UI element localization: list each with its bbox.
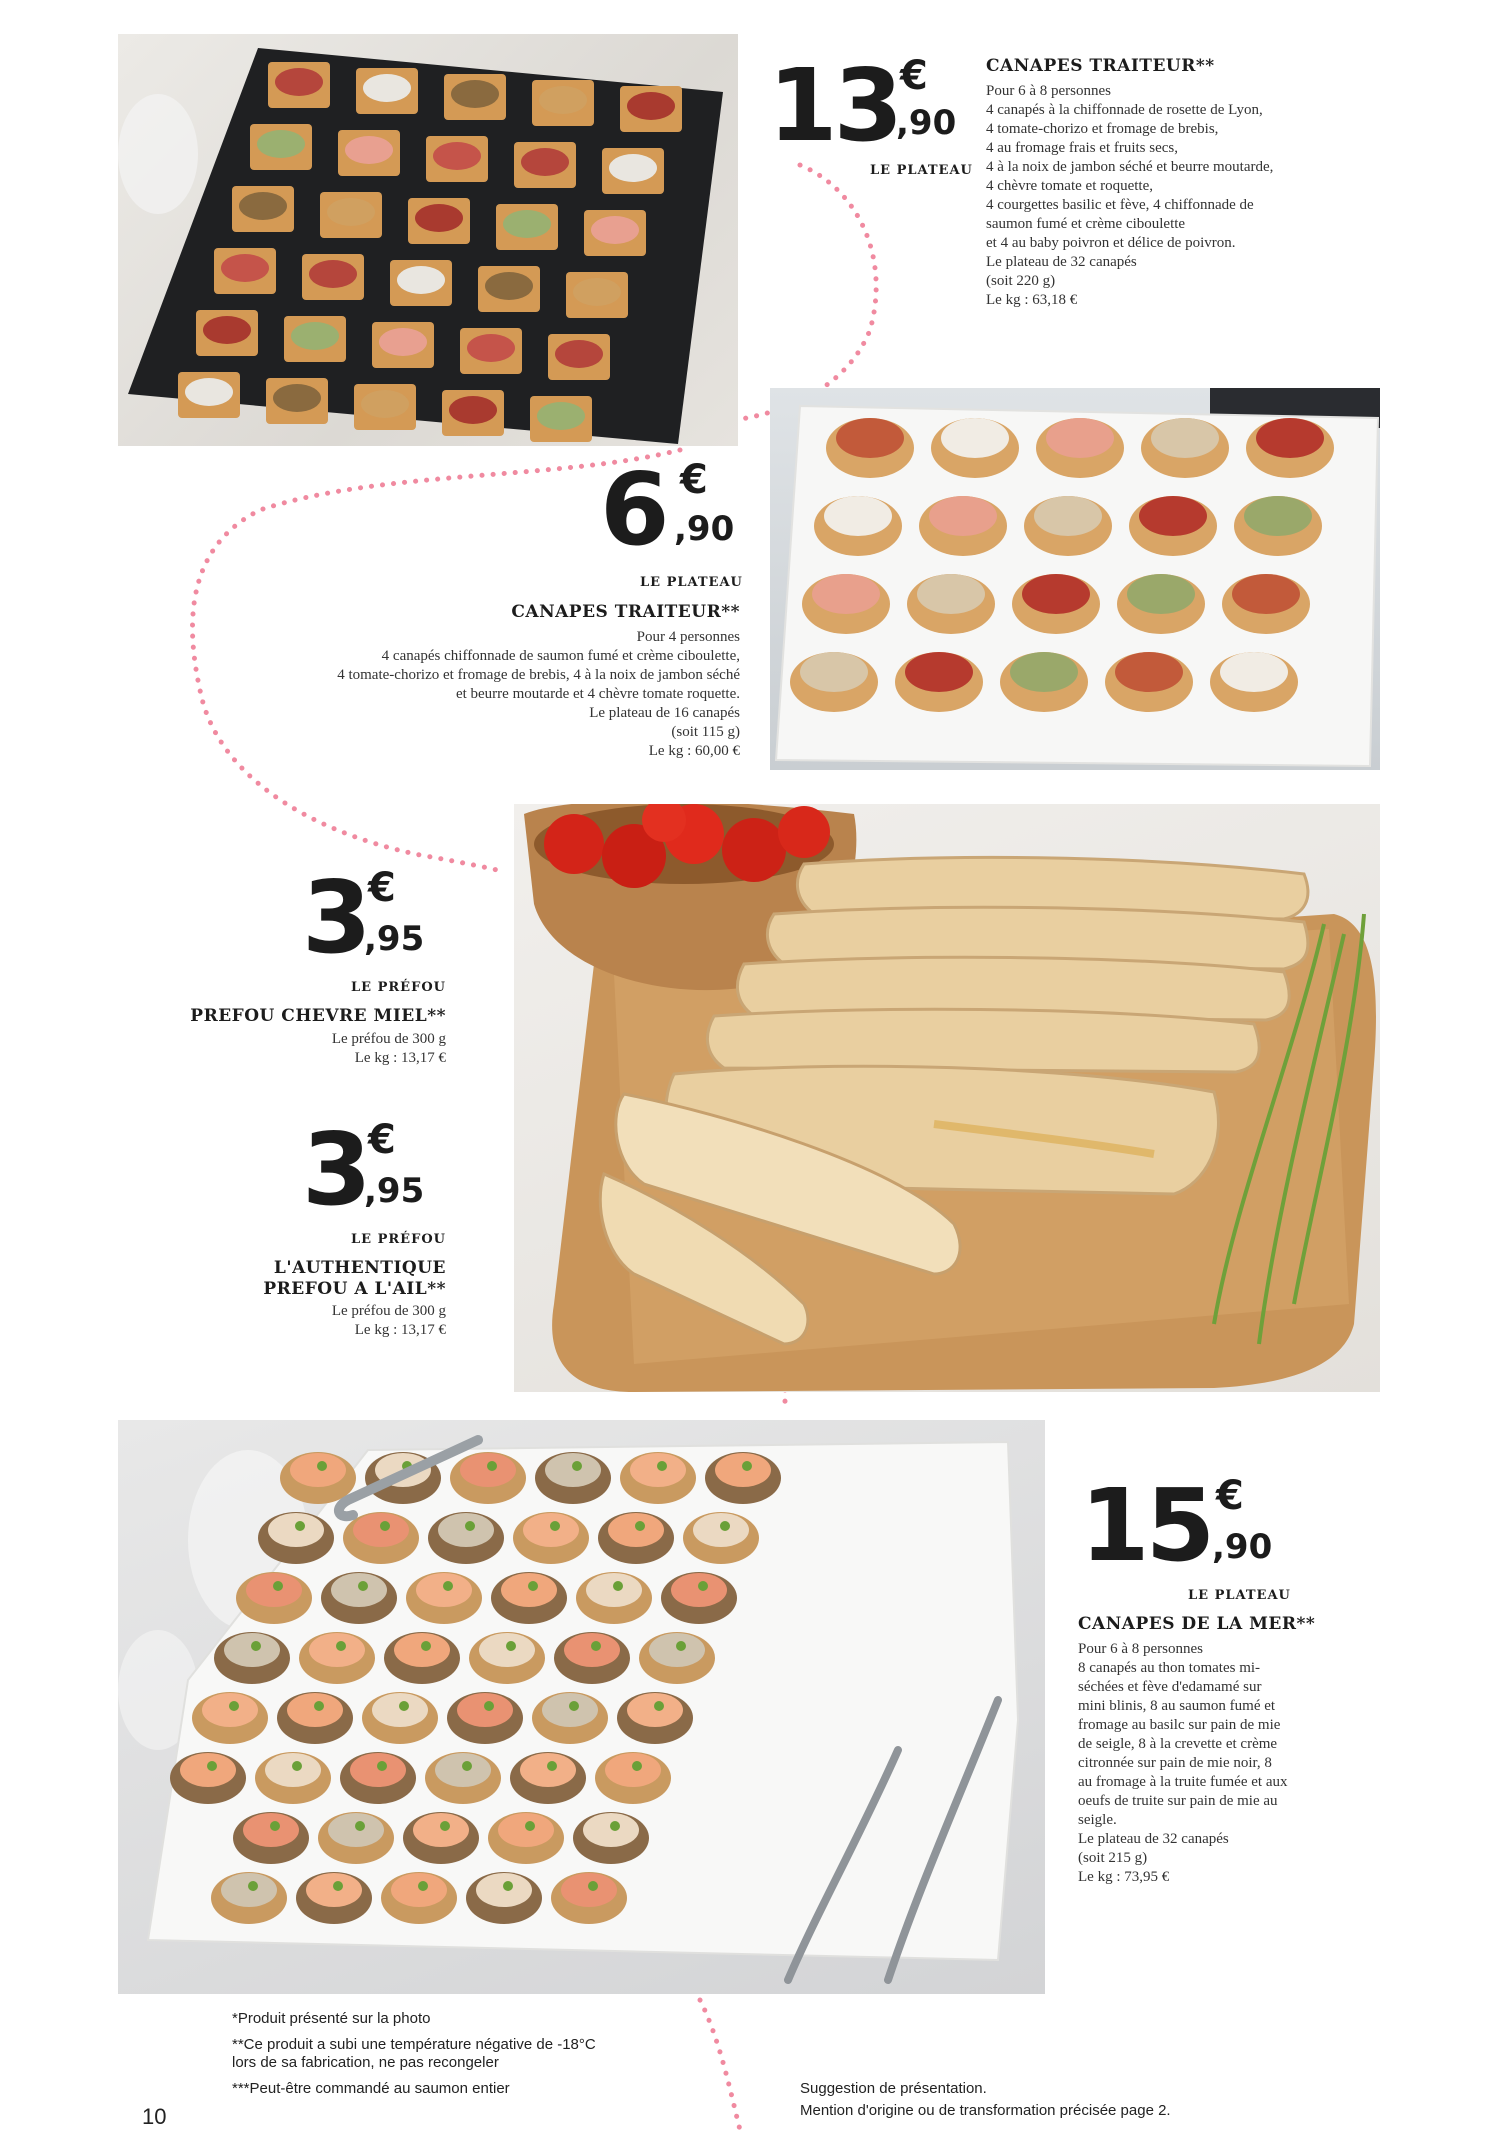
product-title: CANAPES TRAITEUR** [986,56,1215,76]
price-prefou-chevre [302,859,452,976]
price-integer: 3 [302,1111,368,1228]
euro-symbol: € [368,865,396,911]
product-description: Pour 6 à 8 personnes 8 canapés au thon tomates mi- séchées et fève d'edamamé sur mini blinis, 8 au saumon fumé et fromage au basilc sur pain de mie de seigle, 8 à la crevette et crème citronnée sur pain de mie noir, 8 au fromage à la truite fumée et aux oeufs de truite sur pain de mie au seigle. Le plateau de 32 canapés (soit 215 g) Le kg : 73,95 € [1078,1641,1288,1885]
price-unit: LE PLATEAU [1188,1588,1291,1603]
product-title: PREFOU CHEVRE MIEL** [190,1006,446,1026]
price-unit: LE PLATEAU [640,575,743,590]
price-cents: ,90 [1212,1527,1273,1567]
product-title: CANAPES TRAITEUR** [511,602,740,622]
price-canapes-mer [1080,1467,1300,1584]
prefou-bread-photo [514,804,1380,1392]
footnote-salmon: ***Peut-être commandé au saumon entier [232,2080,510,2097]
price-integer: 3 [302,859,368,976]
euro-symbol: € [1216,1473,1244,1519]
canapes-plate-photo [770,388,1380,770]
price-unit: LE PRÉFOU [351,980,446,995]
product-description: Le préfou de 300 g Le kg : 13,17 € [331,1031,446,1066]
euro-symbol: € [368,1117,396,1163]
canapes-mer-photo [118,1420,1045,1994]
price-canapes-traiteur-16 [600,451,750,568]
price-unit: LE PRÉFOU [351,1232,446,1247]
product-description: Le préfou de 300 g Le kg : 13,17 € [331,1303,446,1338]
euro-symbol: € [900,53,928,99]
price-cents: ,90 [896,103,957,143]
price-integer: 15 [1080,1467,1212,1584]
price-integer: 13 [768,47,900,164]
footnote-photo: *Produit présenté sur la photo [232,2010,431,2027]
canapes-slate-photo [118,34,738,446]
price-prefou-ail [302,1111,452,1228]
presentation-note: Suggestion de présentation. Mention d'origine ou de transformation précisée page 2. [800,2080,1171,2119]
price-cents: ,95 [364,1171,425,1211]
product-description: Pour 6 à 8 personnes 4 canapés à la chiffonnade de rosette de Lyon, 4 tomate-chorizo et fromage de brebis, 4 au fromage frais et fruits secs, 4 à la noix de jambon séché et beurre moutarde, 4 chèvre tomate et roquette, 4 courgettes basilic et fève, 4 chiffonnade de saumon fumé et crème ciboulette et 4 au baby poivron et délice de poivron. Le plateau de 32 canapés (soit 220 g) Le kg : 63,18 € [986,83,1274,308]
price-canapes-traiteur-32 [768,47,978,164]
page-number: 10 [142,2104,167,2129]
euro-symbol: € [680,457,708,503]
price-cents: ,90 [674,509,735,549]
footnote-frozen: **Ce produit a subi une température négative de -18°C [232,2036,596,2053]
price-integer: 6 [600,451,666,568]
price-cents: ,95 [364,919,425,959]
price-unit: LE PLATEAU [870,163,973,178]
footnotes [232,2010,596,2098]
footnote-frozen-cont: lors de sa fabrication, ne pas recongeler [232,2054,499,2071]
product-title: CANAPES DE LA MER** [1078,1614,1316,1634]
product-title: L'AUTHENTIQUE PREFOU A L'AIL** [263,1258,446,1299]
product-description: Pour 4 personnes 4 canapés chiffonnade de saumon fumé et crème ciboulette, 4 tomate-chorizo et fromage de brebis, 4 à la noix de jambon séché et beurre moutarde et 4 chèvre tomate roquette. Le plateau de 16 canapés (soit 115 g) Le kg : 60,00 € [337,629,740,759]
